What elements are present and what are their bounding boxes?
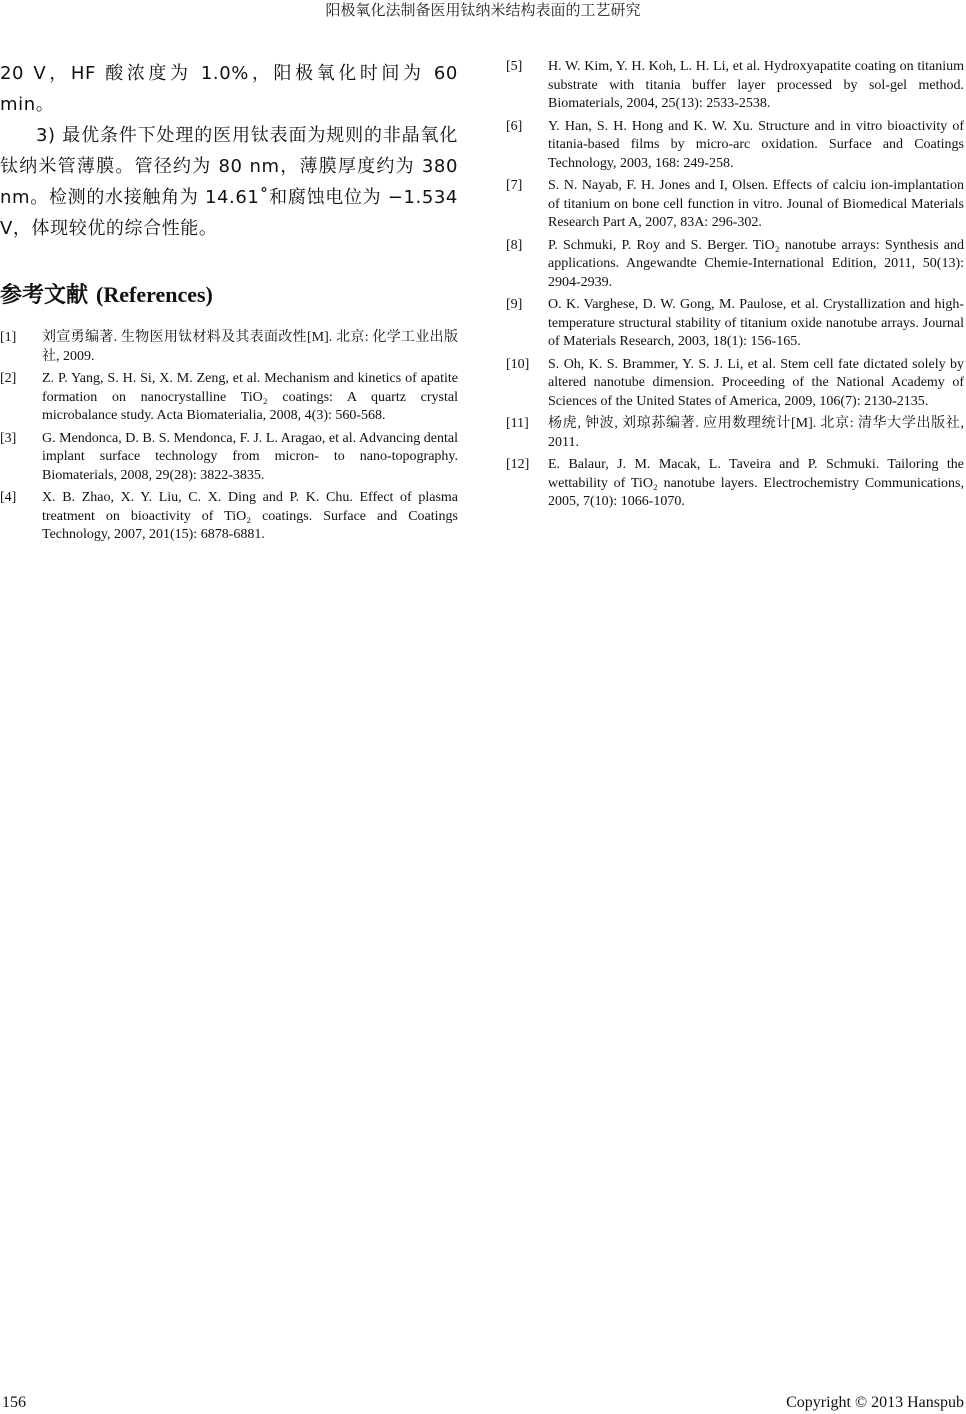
reference-item [506, 118, 964, 174]
reference-item [506, 177, 964, 233]
page-number: 156 [2, 1394, 26, 1411]
reference-text: S. Oh, K. S. Brammer, Y. S. J. Li, et al. Stem cell fate dictated solely by altered nanotube dimension. Proceeding of the National Academy of Sciences of the United States of America, 2009, 106(7): 2130-2135. [548, 356, 964, 409]
reference-text: E. Balaur, J. M. Macak, L. Taveira and P. Schmuki. Tailoring the wettability of TiO₂ nanotube layers. Electrochemistry Communications, 2005, 7(10): 1066-1070. [548, 457, 964, 509]
references-heading-en: (References) [96, 282, 213, 307]
reference-number: [12] [506, 457, 530, 472]
left-column [0, 58, 458, 549]
reference-number: [5] [506, 59, 523, 74]
reference-item [506, 456, 964, 512]
reference-text: 刘宣勇编著. 生物医用钛材料及其表面改性[M]. 北京: 化学工业出版社, 2009. [42, 330, 458, 364]
reference-item [0, 430, 458, 486]
reference-number: [4] [0, 490, 17, 505]
reference-item [0, 329, 458, 366]
reference-number: [10] [506, 356, 530, 372]
reference-number: [2] [0, 371, 17, 386]
reference-text: S. N. Nayab, F. H. Jones and I, Olsen. Effects of calciu ion-implantation of titanium on bone cell function in vitro. Jounal of Biomedical Materials Research Part A, 2007, 83A: 296-302. [548, 178, 964, 230]
reference-number: [9] [506, 297, 523, 312]
reference-number: [1] [0, 330, 17, 345]
reference-item [0, 370, 458, 426]
reference-number: [6] [506, 118, 523, 134]
reference-text: X. B. Zhao, X. Y. Liu, C. X. Ding and P. K. Chu. Effect of plasma treatment on bioactivity of TiO₂ coatings. Surface and Coatings Technology, 2007, 201(15): 6878-6881. [42, 490, 458, 542]
reference-text: O. K. Varghese, D. W. Gong, M. Paulose, et al. Crystallization and high-temperature structural stability of titanium oxide nanotube arrays. Journal of Materials Research, 2003, 18(1): 156-165. [548, 297, 964, 349]
reference-item [506, 237, 964, 293]
reference-number: [8] [506, 237, 523, 253]
reference-item [0, 489, 458, 545]
reference-text: Z. P. Yang, S. H. Si, X. M. Zeng, et al. Mechanism and kinetics of apatite formation on nanocrystalline TiO₂ coatings: A quartz crystal microbalance study. Acta Biomaterialia, 2008, 4(3): 560-568. [42, 371, 458, 423]
copyright-notice: Copyright © 2013 Hanspub [786, 1394, 964, 1411]
reference-text: G. Mendonca, D. B. S. Mendonca, F. J. L. Aragao, et al. Advancing dental implant surface technology from micron- to nano-topography. Biomaterials, 2008, 29(28): 3822-3835. [42, 430, 458, 483]
reference-item [506, 415, 964, 452]
running-header: 阳极氧化法制备医用钛纳米结构表面的工艺研究 [325, 1, 641, 19]
body-paragraph-2: 3) 最优条件下处理的医用钛表面为规则的非晶氧化钛纳米管薄膜。管径约为 80 nm，薄膜厚度约为 380 nm。检测的水接触角为 14.61˚和腐蚀电位为 −1.534 V，体现较优的综合性能。 [0, 125, 458, 239]
right-column [506, 58, 964, 516]
reference-text: Y. Han, S. H. Hong and K. W. Xu. Structure and in vitro bioactivity of titania-based films by micro-arc oxidation. Surface and Coatings Technology, 2003, 168: 249-258. [548, 118, 964, 171]
references-heading-cn: 参考文献 [0, 283, 89, 308]
reference-item [506, 58, 964, 114]
references-heading [0, 280, 458, 311]
reference-list-right [506, 58, 964, 512]
reference-item [506, 296, 964, 352]
body-paragraph-1: 20 V，HF 酸浓度为 1.0%，阳极氧化时间为 60 min。 [0, 63, 458, 115]
reference-number: [3] [0, 430, 17, 446]
reference-text: H. W. Kim, Y. H. Koh, L. H. Li, et al. Hydroxyapatite coating on titanium substrate with titania buffer layer processed by sol-gel method. Biomaterials, 2004, 25(13): 2533-2538. [548, 59, 964, 111]
reference-item [506, 356, 964, 412]
reference-list-left [0, 329, 458, 545]
reference-text: P. Schmuki, P. Roy and S. Berger. TiO₂ nanotube arrays: Synthesis and applications. Angewandte Chemie-International Edition, 2011, 50(13): 2904-2939. [548, 237, 964, 290]
reference-number: [11] [506, 416, 529, 431]
reference-number: [7] [506, 178, 523, 193]
reference-text: 杨虎, 钟波, 刘琼荪编著. 应用数理统计[M]. 北京: 清华大学出版社, 2011. [548, 416, 964, 450]
